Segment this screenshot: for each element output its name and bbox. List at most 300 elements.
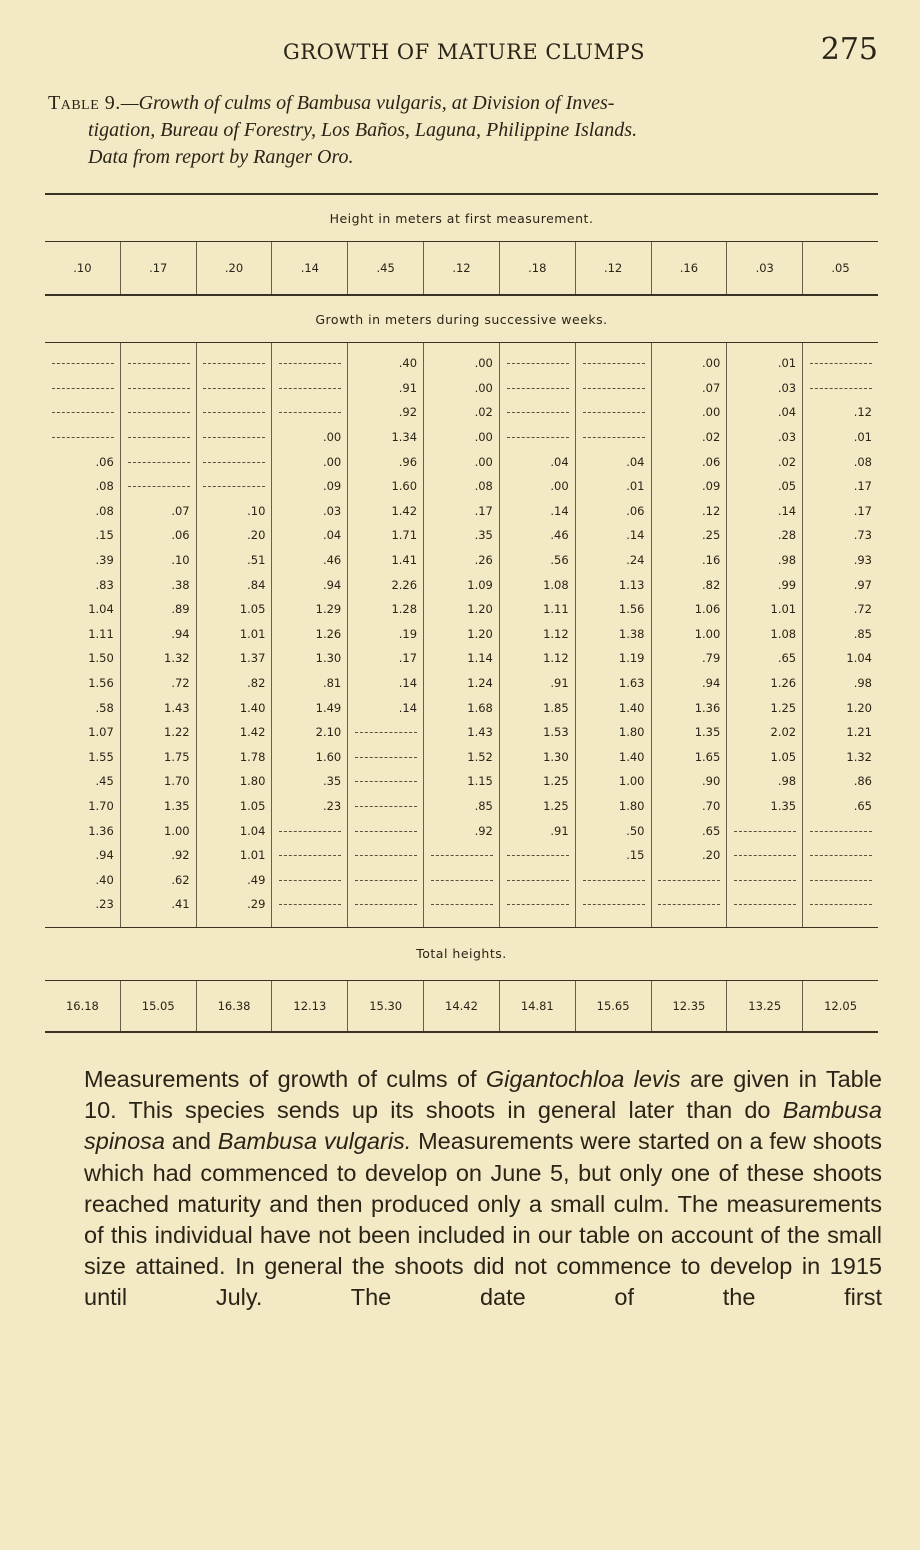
- growth-cell: 1.09: [424, 572, 500, 597]
- growth-cell: .92: [424, 818, 500, 843]
- growth-cell: 1.32: [120, 646, 196, 671]
- height-header: Height in meters at first measurement.: [45, 194, 878, 242]
- growth-cell: [348, 892, 424, 927]
- growth-table: [45, 193, 878, 1033]
- growth-cell: 1.15: [424, 769, 500, 794]
- growth-cell: [45, 343, 120, 376]
- growth-cell: .92: [348, 400, 424, 425]
- growth-cell: [272, 867, 348, 892]
- growth-cell: 1.20: [846, 700, 872, 715]
- growth-cell: 1.25: [727, 695, 803, 720]
- growth-cell: [499, 892, 575, 927]
- growth-cell: .00: [272, 449, 348, 474]
- growth-cell: .04: [499, 449, 575, 474]
- growth-cell: 1.78: [196, 745, 272, 770]
- initial-height-cell: .10: [45, 242, 120, 296]
- growth-cell: [348, 720, 424, 745]
- growth-cell: 1.07: [45, 720, 120, 745]
- growth-cell: .06: [45, 449, 120, 474]
- growth-cell: 1.70: [120, 769, 196, 794]
- height-header-row: [45, 194, 878, 242]
- growth-cell: .01: [575, 474, 651, 499]
- growth-cell: [196, 474, 272, 499]
- growth-cell: [575, 343, 651, 376]
- growth-cell: .01: [853, 430, 872, 445]
- growth-cell: .03: [272, 499, 348, 524]
- growth-cell: .91: [499, 671, 575, 696]
- growth-cell: [803, 818, 878, 843]
- growth-cell: 1.11: [499, 597, 575, 622]
- growth-cell: 1.42: [196, 720, 272, 745]
- species-bambusa-vulgaris: Bambusa vulgaris.: [217, 1128, 412, 1155]
- growth-cell: .17: [348, 646, 424, 671]
- total-cell: 12.13: [272, 980, 348, 1032]
- growth-cell: [575, 867, 651, 892]
- growth-cell: .98: [853, 676, 872, 691]
- growth-cell: 1.20: [424, 597, 500, 622]
- growth-cell: 1.26: [727, 671, 803, 696]
- growth-row: [45, 572, 878, 597]
- growth-cell: .25: [651, 523, 727, 548]
- growth-cell: .98: [727, 769, 803, 794]
- total-header: Total heights.: [45, 927, 878, 980]
- growth-cell: 1.05: [196, 597, 272, 622]
- growth-cell: .06: [575, 499, 651, 524]
- growth-cell: 1.05: [727, 745, 803, 770]
- initial-height-cell: .03: [727, 242, 803, 296]
- growth-cell: 1.05: [196, 794, 272, 819]
- total-header-row: [45, 927, 878, 980]
- growth-cell: [727, 892, 803, 927]
- growth-cell: 1.13: [575, 572, 651, 597]
- table-title-line-3: Data from report by Ranger Oro.: [88, 146, 354, 168]
- growth-cell: .83: [45, 572, 120, 597]
- initial-height-cell: .12: [575, 242, 651, 296]
- table-title-line-1: —Growth of culms of Bambusa vulgaris, at Division of Inves-: [120, 92, 615, 114]
- growth-cell: .99: [727, 572, 803, 597]
- growth-cell: .40: [348, 343, 424, 376]
- growth-cell: .49: [196, 867, 272, 892]
- growth-cell: 1.35: [727, 794, 803, 819]
- initial-height-cell: .18: [499, 242, 575, 296]
- growth-cell: .72: [853, 602, 872, 617]
- growth-cell: .72: [120, 671, 196, 696]
- growth-cell: .23: [272, 794, 348, 819]
- growth-cell: [348, 769, 424, 794]
- species-bambusa-spinosa: Bambusa spinosa: [84, 1097, 882, 1155]
- growth-cell: .35: [272, 769, 348, 794]
- growth-row: [45, 720, 878, 745]
- growth-cell: .29: [196, 892, 272, 927]
- growth-cell: 1.55: [45, 745, 120, 770]
- growth-cell: 1.36: [45, 818, 120, 843]
- growth-cell: 1.60: [272, 745, 348, 770]
- growth-row: [45, 597, 878, 622]
- initial-height-cell: .14: [272, 242, 348, 296]
- growth-cell: [120, 343, 196, 376]
- growth-cell: .03: [727, 376, 803, 401]
- growth-cell: 1.30: [499, 745, 575, 770]
- growth-cell: 1.56: [575, 597, 651, 622]
- growth-cell: 1.04: [45, 597, 120, 622]
- growth-cell: .98: [727, 548, 803, 573]
- growth-cell: .89: [120, 597, 196, 622]
- growth-cell: .08: [45, 474, 120, 499]
- growth-cell: .08: [853, 454, 872, 469]
- growth-cell: 1.49: [272, 695, 348, 720]
- growth-cell: .40: [45, 867, 120, 892]
- growth-cell: .41: [120, 892, 196, 927]
- initial-height-cell: .12: [424, 242, 500, 296]
- growth-cell: .09: [651, 474, 727, 499]
- growth-cell: .16: [651, 548, 727, 573]
- growth-cell: [499, 400, 575, 425]
- growth-cell: .46: [499, 523, 575, 548]
- growth-cell: 1.12: [499, 646, 575, 671]
- growth-cell: .65: [727, 646, 803, 671]
- growth-cell: .09: [272, 474, 348, 499]
- total-cell: 13.25: [727, 980, 803, 1032]
- growth-cell: .00: [424, 425, 500, 450]
- growth-cell: .10: [120, 548, 196, 573]
- growth-cell: [120, 400, 196, 425]
- growth-cell: .56: [499, 548, 575, 573]
- growth-cell: [120, 449, 196, 474]
- growth-cell: .51: [196, 548, 272, 573]
- growth-cell: .07: [120, 499, 196, 524]
- body-text: [84, 1064, 882, 1345]
- growth-cell: 1.75: [120, 745, 196, 770]
- growth-cell: .28: [727, 523, 803, 548]
- growth-cell: .23: [45, 892, 120, 927]
- growth-cell: .46: [272, 548, 348, 573]
- growth-cell: 1.43: [120, 695, 196, 720]
- growth-cell: .38: [120, 572, 196, 597]
- growth-cell: .07: [651, 376, 727, 401]
- growth-cell: 1.01: [196, 843, 272, 868]
- growth-cell: 1.65: [651, 745, 727, 770]
- growth-cell: 1.63: [575, 671, 651, 696]
- growth-cell: .10: [196, 499, 272, 524]
- growth-cell: .15: [575, 843, 651, 868]
- page-number: 275: [820, 32, 878, 67]
- table-caption: [48, 90, 888, 171]
- growth-cell: [272, 843, 348, 868]
- growth-cell: [272, 400, 348, 425]
- growth-cell: .79: [651, 646, 727, 671]
- growth-cell: 1.01: [727, 597, 803, 622]
- growth-cell: 1.80: [575, 720, 651, 745]
- growth-cell: 1.43: [424, 720, 500, 745]
- growth-cell: .62: [120, 867, 196, 892]
- growth-cell: .73: [853, 528, 872, 543]
- growth-cell: [120, 425, 196, 450]
- growth-cell: .58: [45, 695, 120, 720]
- growth-cell: 1.40: [196, 695, 272, 720]
- growth-cell: [575, 425, 651, 450]
- growth-cell: .05: [727, 474, 803, 499]
- growth-cell: .00: [651, 343, 727, 376]
- growth-cell: 1.30: [272, 646, 348, 671]
- growth-row: [45, 548, 878, 573]
- growth-cell: 1.85: [499, 695, 575, 720]
- table-title-line-2: tigation, Bureau of Forestry, Los Baños, Laguna, Philippine Islands.: [88, 119, 638, 141]
- growth-cell: 1.41: [348, 548, 424, 573]
- growth-cell: 1.71: [348, 523, 424, 548]
- total-cell: 16.18: [45, 980, 120, 1032]
- growth-cell: 1.25: [499, 769, 575, 794]
- total-cell: 12.05: [803, 980, 878, 1032]
- growth-row: [45, 794, 878, 819]
- growth-row: [45, 425, 878, 450]
- total-cell: 15.30: [348, 980, 424, 1032]
- growth-cell: [499, 376, 575, 401]
- growth-cell: [45, 400, 120, 425]
- growth-row: [45, 343, 878, 376]
- initial-height-cell: .17: [120, 242, 196, 296]
- growth-cell: 1.68: [424, 695, 500, 720]
- growth-cell: [272, 343, 348, 376]
- growth-cell: 1.00: [575, 769, 651, 794]
- growth-header-row: [45, 295, 878, 343]
- growth-cell: [196, 449, 272, 474]
- growth-cell: 1.08: [499, 572, 575, 597]
- growth-cell: 1.53: [499, 720, 575, 745]
- growth-cell: [575, 400, 651, 425]
- growth-cell: 1.32: [846, 749, 872, 764]
- growth-cell: .84: [196, 572, 272, 597]
- growth-cell: 1.40: [575, 745, 651, 770]
- growth-cell: .14: [348, 695, 424, 720]
- growth-row: [45, 843, 878, 868]
- growth-cell: 1.00: [120, 818, 196, 843]
- growth-cell: [120, 376, 196, 401]
- growth-cell: 1.70: [45, 794, 120, 819]
- growth-cell: .04: [272, 523, 348, 548]
- growth-cell: 1.19: [575, 646, 651, 671]
- totals-row: [45, 980, 878, 1032]
- growth-cell: [651, 892, 727, 927]
- growth-cell: .00: [272, 425, 348, 450]
- total-cell: 14.81: [499, 980, 575, 1032]
- growth-cell: .08: [424, 474, 500, 499]
- growth-row: [45, 646, 878, 671]
- total-cell: 12.35: [651, 980, 727, 1032]
- growth-cell: [803, 843, 878, 868]
- growth-cell: .00: [424, 376, 500, 401]
- growth-row: [45, 622, 878, 647]
- initial-height-cell: .20: [196, 242, 272, 296]
- growth-cell: .00: [424, 343, 500, 376]
- growth-cell: .26: [424, 548, 500, 573]
- growth-cell: .96: [348, 449, 424, 474]
- growth-cell: [348, 818, 424, 843]
- growth-cell: [272, 818, 348, 843]
- total-cell: 14.42: [424, 980, 500, 1032]
- growth-row: [45, 400, 878, 425]
- growth-cell: [424, 843, 500, 868]
- growth-cell: 1.34: [348, 425, 424, 450]
- growth-cell: .20: [196, 523, 272, 548]
- growth-cell: 1.24: [424, 671, 500, 696]
- growth-cell: .65: [651, 818, 727, 843]
- growth-cell: 1.28: [348, 597, 424, 622]
- growth-cell: 1.00: [651, 622, 727, 647]
- growth-cell: 1.52: [424, 745, 500, 770]
- growth-cell: 1.38: [575, 622, 651, 647]
- growth-cell: .94: [120, 622, 196, 647]
- total-cell: 15.65: [575, 980, 651, 1032]
- growth-cell: [348, 794, 424, 819]
- paragraph-text-b: are given in Table 10. This species sends up its shoots in general later than do: [84, 1066, 883, 1124]
- growth-cell: 1.42: [348, 499, 424, 524]
- growth-cell: .06: [651, 449, 727, 474]
- growth-cell: .35: [424, 523, 500, 548]
- growth-row: [45, 745, 878, 770]
- growth-row: [45, 695, 878, 720]
- total-cell: 16.38: [196, 980, 272, 1032]
- growth-cell: 1.80: [196, 769, 272, 794]
- growth-cell: [575, 892, 651, 927]
- growth-cell: .94: [651, 671, 727, 696]
- growth-cell: 1.26: [272, 622, 348, 647]
- growth-row: [45, 376, 878, 401]
- growth-cell: 1.11: [45, 622, 120, 647]
- paragraph-text-d: Measurements were started on a few shoots which had commenced to develop on June 5, but only one of these shoots reached maturity and then produced only a small culm. The measurements of this individual have not been included in our table on account of the small size attained. In general the shoots did not commence to develop in 1915 until July. The date of the first: [84, 1128, 882, 1311]
- growth-cell: 1.01: [196, 622, 272, 647]
- growth-cell: [45, 376, 120, 401]
- initial-height-cell: .05: [803, 242, 878, 296]
- growth-cell: [727, 843, 803, 868]
- growth-cell: .90: [651, 769, 727, 794]
- growth-cell: [196, 400, 272, 425]
- growth-cell: .15: [45, 523, 120, 548]
- growth-cell: .14: [575, 523, 651, 548]
- growth-cell: [348, 867, 424, 892]
- growth-cell: .00: [499, 474, 575, 499]
- growth-cell: 1.35: [120, 794, 196, 819]
- species-gigantochloa-levis: Gigantochloa levis: [485, 1066, 681, 1092]
- growth-row: [45, 523, 878, 548]
- growth-cell: .17: [853, 479, 872, 494]
- growth-cell: .19: [348, 622, 424, 647]
- growth-cell: [348, 843, 424, 868]
- growth-cell: [651, 867, 727, 892]
- growth-row: [45, 499, 878, 524]
- growth-cell: .02: [727, 449, 803, 474]
- growth-row: [45, 449, 878, 474]
- growth-cell: .14: [499, 499, 575, 524]
- growth-cell: 1.35: [651, 720, 727, 745]
- growth-cell: [196, 425, 272, 450]
- growth-cell: 1.12: [499, 622, 575, 647]
- growth-row: [45, 769, 878, 794]
- growth-cell: 1.56: [45, 671, 120, 696]
- growth-cell: .82: [651, 572, 727, 597]
- growth-cell: 1.29: [272, 597, 348, 622]
- growth-cell: 1.14: [424, 646, 500, 671]
- growth-cell: 1.21: [846, 725, 872, 740]
- growth-cell: .86: [853, 774, 872, 789]
- growth-cell: 2.02: [727, 720, 803, 745]
- growth-cell: [272, 892, 348, 927]
- growth-cell: [803, 892, 878, 927]
- running-head: GROWTH OF MATURE CLUMPS: [283, 40, 645, 64]
- growth-cell: .08: [45, 499, 120, 524]
- growth-header: Growth in meters during successive weeks.: [45, 295, 878, 343]
- growth-row: [45, 818, 878, 843]
- growth-cell: .12: [651, 499, 727, 524]
- growth-row: [45, 671, 878, 696]
- growth-cell: 1.06: [651, 597, 727, 622]
- initial-height-cell: .16: [651, 242, 727, 296]
- growth-cell: [499, 867, 575, 892]
- total-cell: 15.05: [120, 980, 196, 1032]
- growth-cell: .94: [272, 572, 348, 597]
- growth-cell: .81: [272, 671, 348, 696]
- growth-cell: [803, 867, 878, 892]
- growth-cell: .17: [424, 499, 500, 524]
- growth-cell: [727, 867, 803, 892]
- growth-cell: .14: [727, 499, 803, 524]
- growth-cell: [575, 376, 651, 401]
- growth-cell: .45: [45, 769, 120, 794]
- growth-cell: .00: [651, 400, 727, 425]
- growth-cell: .01: [727, 343, 803, 376]
- growth-cell: [803, 376, 878, 401]
- growth-cell: 1.04: [846, 651, 872, 666]
- growth-cell: .85: [424, 794, 500, 819]
- growth-cell: [424, 892, 500, 927]
- growth-cell: .91: [348, 376, 424, 401]
- growth-cell: .39: [45, 548, 120, 573]
- growth-cell: 1.25: [499, 794, 575, 819]
- growth-cell: .14: [348, 671, 424, 696]
- paragraph: [84, 1064, 882, 1345]
- growth-cell: .04: [575, 449, 651, 474]
- growth-cell: .85: [853, 626, 872, 641]
- growth-cell: .12: [853, 405, 872, 420]
- growth-cell: [803, 343, 878, 376]
- growth-cell: [348, 745, 424, 770]
- growth-cell: .94: [45, 843, 120, 868]
- growth-cell: 1.04: [196, 818, 272, 843]
- growth-cell: .02: [424, 400, 500, 425]
- growth-cell: [120, 474, 196, 499]
- growth-cell: 1.60: [348, 474, 424, 499]
- growth-cell: [196, 343, 272, 376]
- growth-cell: .04: [727, 400, 803, 425]
- growth-cell: .50: [575, 818, 651, 843]
- growth-cell: .20: [651, 843, 727, 868]
- growth-cell: .65: [853, 798, 872, 813]
- growth-cell: [727, 818, 803, 843]
- growth-cell: [272, 376, 348, 401]
- growth-row: [45, 867, 878, 892]
- growth-cell: 1.08: [727, 622, 803, 647]
- growth-cell: 1.50: [45, 646, 120, 671]
- initial-height-cell: .45: [348, 242, 424, 296]
- growth-cell: [196, 376, 272, 401]
- growth-cell: .06: [120, 523, 196, 548]
- table-label: Table 9.: [48, 92, 121, 114]
- growth-cell: 1.20: [424, 622, 500, 647]
- growth-cell: .03: [727, 425, 803, 450]
- growth-cell: 2.10: [272, 720, 348, 745]
- growth-cell: [45, 425, 120, 450]
- growth-cell: .00: [424, 449, 500, 474]
- growth-row: [45, 892, 878, 927]
